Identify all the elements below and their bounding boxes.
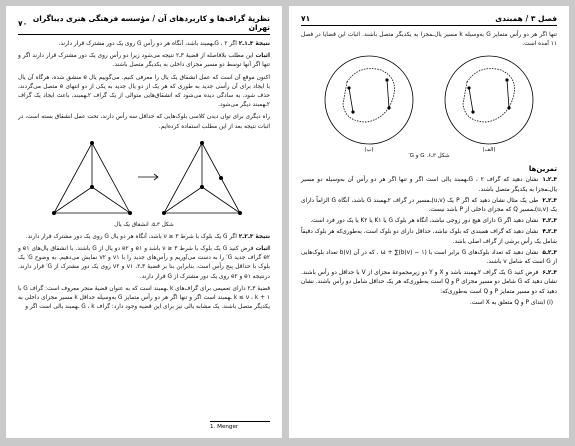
exercise-text: طی یک مثال نشان دهید که اگر P یک (u,v)ـمسیر در گراف ۲ـهمبند G باشد، آنگاه G الزاماً دارای یک (u,v)ـمسیر Q که مجزای داخلی از P باشد نیست.: [301, 197, 557, 214]
proof: [18, 245, 270, 282]
exercise-list: [301, 176, 557, 308]
figure-caption: شکل ۳ـ۶. G و G′: [408, 153, 450, 160]
theorem-label: نتیجهٔ ۳ـ۱ـ۲: [238, 41, 270, 47]
theorem-label: نتیجهٔ ۳ـ۲ـ۲: [238, 233, 270, 240]
theorem: [18, 40, 270, 49]
exercise-number: ۳ـ۲ـ۶: [542, 270, 557, 277]
proof: [18, 52, 270, 70]
page-number: ۷۱: [301, 14, 311, 23]
theorem-text: اگر G ، ۲ـهمبند باشد، آنگاه هر دو رأس G روی یک دور مشترک قرار دارند.: [58, 41, 237, 47]
running-title: فصل ۳ / همبندی: [495, 14, 557, 23]
exercise-text: نشان دهید که تعداد بلوک‌های G برابر است با (b(v) − ۱)∑ + ω ، که در آن (b(v تعداد بلوک‌هایی از G است که شامل v باشند.: [301, 249, 557, 266]
theorem: [18, 233, 270, 242]
figure-label-a: (الف): [482, 147, 496, 153]
figure-label-b: (ب): [364, 147, 374, 153]
paragraph: تنها اگر هر دو رأس متمایز G به‌وسیله k مسیر یال‌ـمجزا به یکدیگر متصل باشند. اثبات این قضایا در فصل ۱۱ آمده است.: [301, 32, 557, 48]
figure-caption: شکل ۳ـ۵. انشقاق یک یال: [114, 221, 174, 228]
exercise-item: [301, 197, 557, 215]
exercise-text: نشان دهید که گراف G ، ۲ـهمبند یالی است اگر و تنها اگر هر دو رأس آن به‌وسیله دو مسیر یال‌ـمجزا به یکدیگر متصل باشند.: [301, 177, 557, 193]
page-number: ۷۰: [18, 18, 28, 28]
exercise-number: ۳ـ۲ـ۱: [542, 177, 557, 184]
footnote: 1. Menger: [210, 421, 270, 430]
edge-subdivision-figure: [44, 135, 244, 221]
proof-text: فرض کنید G یک بلوک با شرط ۳ ≤ ν باشد و e۱ و e۲ دو یال از G باشند. با انشقاق یال‌های e۱ و e۲ گراف جدید G′ را به دست می‌آوریم و رأس‌های جدید را با v۱ و v۲ نمایش می‌دهیم. به وضوح G′ یک بلوک با حداقل پنج رأس است. بنابراین بنا بر قضیهٔ ۳ـ۲، v۱ و v۲ روی یک دور مشترک از G′ قرار دارند. درنتیجه e۱ و e۲ روی یک دور مشترک از G قرار دارند.: [18, 246, 271, 280]
proof-text: این مطلب بلافاصله از قضیهٔ ۳ـ۲ نتیجه می‌شود زیرا دو رأس روی یک دور مشترک قرار دارند اگر و تنها اگر آنها توسط دو مسیر مجزای داخلی به یکدیگر متصل باشند.: [18, 53, 270, 69]
exercises-title: تمرین‌ها: [528, 165, 557, 174]
paragraph: اکنون موقع آن است که عمل انشقاق یک یال را معرفی کنیم. می‌گوییم یال e منشق شده، هرگاه آن یال با ایجاد برای آن رأسی جدید به طوری که هر یک از دو یال جدید به یکی از دو انتهای e متصل می‌گردند، حذف شود. به سادگی دیده می‌شود که انشقاق‌هایی متوالی از یک گراف ۲ـهمبند، باعث ایجاد یک گراف ۲ـهمبند دیگر می‌شود.: [18, 74, 270, 109]
exercise-item: [301, 299, 557, 308]
left-page-header: [18, 14, 270, 35]
paragraph: راه دیگری برای توان دیدن کلاسی بلوک‌هایی که حداقل سه رأس دارند، تحت عمل انشقاق بسته است، در اثبات نتیجه بعد از این مطلب استفاده کرده‌ایم.: [18, 114, 270, 130]
exercise-text: فرض کنید G یک گراف ۲ـهمبند باشد و X و Y دو زیرمجموعهٔ مجزای از V با حداقل دو رأس باشند. نشان دهید که G شامل دو مسیر مجزای P و Q است به‌طوری‌که هر یک حداقل شامل دو رأس باشند. نشان دهید که دو مسیر متمایز P و Q است به‌طوری‌که:: [301, 270, 557, 295]
exercise-item: [301, 249, 557, 267]
right-page: [289, 6, 569, 438]
exercise-item: [301, 228, 557, 246]
exercise-item: [301, 176, 557, 194]
exercise-number: ۳ـ۲ـ۲: [542, 197, 558, 204]
right-page-header: [301, 14, 557, 26]
graph-g-figure: [309, 52, 549, 152]
exercise-item: [301, 269, 557, 297]
exercise-text: نشان دهید که گراف همبندی که بلوک نباشد، حداقل دارای دو بلوک است، به‌طوری‌که هر بلوک دقیقاً شامل یک رأس برشی از گراف اصلی باشد.: [301, 229, 557, 245]
exercise-number: ۳ـ۲ـ۳: [542, 218, 557, 225]
exercise-number: ۳ـ۲ـ۴: [542, 229, 557, 236]
proof-label: اثبات: [255, 53, 270, 60]
running-title: نظریهٔ گراف‌ها و کاربردهای آن / مؤسسه فرهنگی هنری دیباگران تهران: [32, 14, 270, 32]
exercise-text: (i) ابتدای P و Q متعلق به X است.: [469, 299, 553, 306]
left-page: [6, 6, 282, 438]
paragraph: قضیهٔ ۳ـ۲ دارای تعمیمی برای گراف‌های k ـهمبند است که به عنوان قضیهٔ منجر معروف است: گراف G با ۱ + k ≤ ν ، k ـهمبند است اگر و تنها اگر هر دو رأس متمایز G به‌وسیله حداقل k مسیر مجزای داخلی به یکدیگر متصل باشند. یک مشابه یالی نیز برای این قضیه وجود دارد: گراف G ، k ـهمبند یالی است اگر و: [18, 285, 270, 311]
exercise-text: نشان دهید اگر G دارای هیچ دور زوجی نباشد، آنگاه هر بلوک G یا K۱ یا K۲ یا یک دور فرد است.: [310, 218, 539, 225]
exercise-item: [301, 217, 557, 226]
exercise-number: ۳ـ۲ـ۵: [542, 249, 557, 256]
theorem-text: اگر G یک بلوک با شرط ۳ ≤ ν باشد، آنگاه هر دو یال G روی یک دور مشترک قرار دارند.: [25, 233, 237, 240]
proof-label: اثبات: [255, 246, 271, 253]
